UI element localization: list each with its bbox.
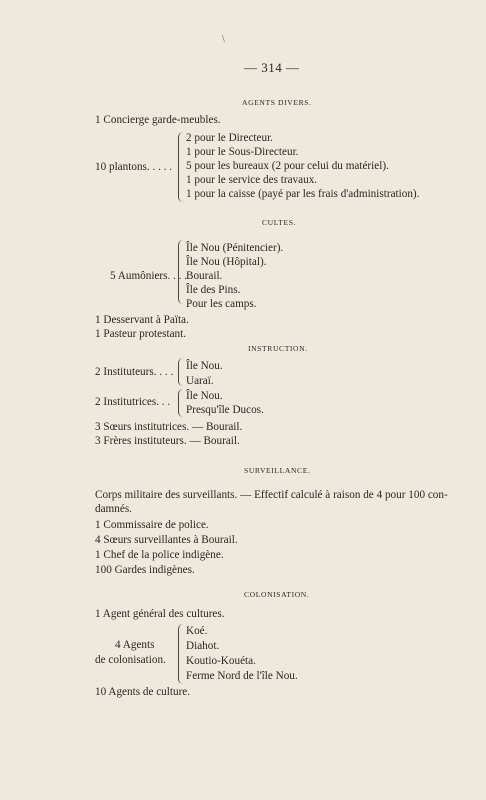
plantons-item: 5 pour les bureaux (2 pour celui du matériel). <box>186 160 389 172</box>
heading-surveillance: SURVEILLANCE. <box>244 466 311 475</box>
heading-agents-divers: AGENTS DIVERS. <box>242 98 312 107</box>
agents-item: Koé. <box>186 625 208 637</box>
agents-item: Ferme Nord de l'île Nou. <box>186 670 298 682</box>
aumoniers-item: Pour les camps. <box>186 298 257 310</box>
instituteurs-item: Uaraï. <box>186 375 214 387</box>
plantons-label: 10 plantons. . . . . <box>95 161 173 173</box>
agents-item: Koutio-Kouéta. <box>186 655 256 667</box>
institutrices-brace <box>178 389 184 417</box>
agents-brace <box>178 624 184 684</box>
institutrices-item: Presqu'île Ducos. <box>186 404 264 416</box>
aumoniers-item: Île Nou (Pénitencier). <box>186 242 284 254</box>
pasteur-line: 1 Pasteur protestant. <box>95 328 187 340</box>
institutrices-item: Île Nou. <box>186 390 223 402</box>
plantons-item: 1 pour le service des travaux. <box>186 174 318 186</box>
surveillance-item: 1 Chef de la police indigène. <box>95 549 224 561</box>
corner-mark: \ <box>222 34 225 45</box>
heading-instruction: INSTRUCTION. <box>248 344 308 353</box>
plantons-brace <box>178 132 184 202</box>
agents-label-2: de colonisation. <box>95 654 166 666</box>
concierge-line: 1 Concierge garde-meubles. <box>95 114 221 126</box>
plantons-item: 2 pour le Directeur. <box>186 132 273 144</box>
instituteurs-label: 2 Instituteurs. . . . <box>95 366 174 378</box>
aumoniers-brace <box>178 240 184 304</box>
instituteurs-item: Île Nou. <box>186 360 223 372</box>
desservant-line: 1 Desservant à Païta. <box>95 314 189 326</box>
aumoniers-item: Île Nou (Hôpital). <box>186 256 267 268</box>
agents-culture-line: 10 Agents de culture. <box>95 686 191 698</box>
institutrices-label: 2 Institutrices. . . <box>95 396 171 408</box>
page-number: — 314 — <box>244 60 300 75</box>
aumoniers-item: Île des Pins. <box>186 284 241 296</box>
aumoniers-label: 5 Aumôniers. . . . <box>110 270 188 282</box>
plantons-item: 1 pour la caisse (payé par les frais d'administration). <box>186 188 420 200</box>
heading-colonisation: COLONISATION. <box>244 590 310 599</box>
agents-label-1: 4 Agents <box>115 639 155 651</box>
surveillance-paragraph-line2: damnés. <box>95 503 132 515</box>
freres-line: 3 Frères instituteurs. — Bourail. <box>95 435 240 447</box>
surveillance-item: 100 Gardes indigènes. <box>95 564 195 576</box>
surveillance-item: 1 Commissaire de police. <box>95 519 209 531</box>
instituteurs-brace <box>178 358 184 386</box>
heading-cultes: CULTES. <box>262 218 297 227</box>
surveillance-paragraph-line1: Corps militaire des surveillants. — Effectif calculé à raison de 4 pour 100 con- <box>95 489 448 501</box>
agent-general-line: 1 Agent général des cultures. <box>95 608 225 620</box>
aumoniers-item: Bourail. <box>186 270 223 282</box>
agents-item: Diahot. <box>186 640 220 652</box>
plantons-item: 1 pour le Sous-Directeur. <box>186 146 299 158</box>
soeurs-line: 3 Sœurs institutrices. — Bourail. <box>95 421 243 433</box>
surveillance-item: 4 Sœurs surveillantes à Bourail. <box>95 534 238 546</box>
